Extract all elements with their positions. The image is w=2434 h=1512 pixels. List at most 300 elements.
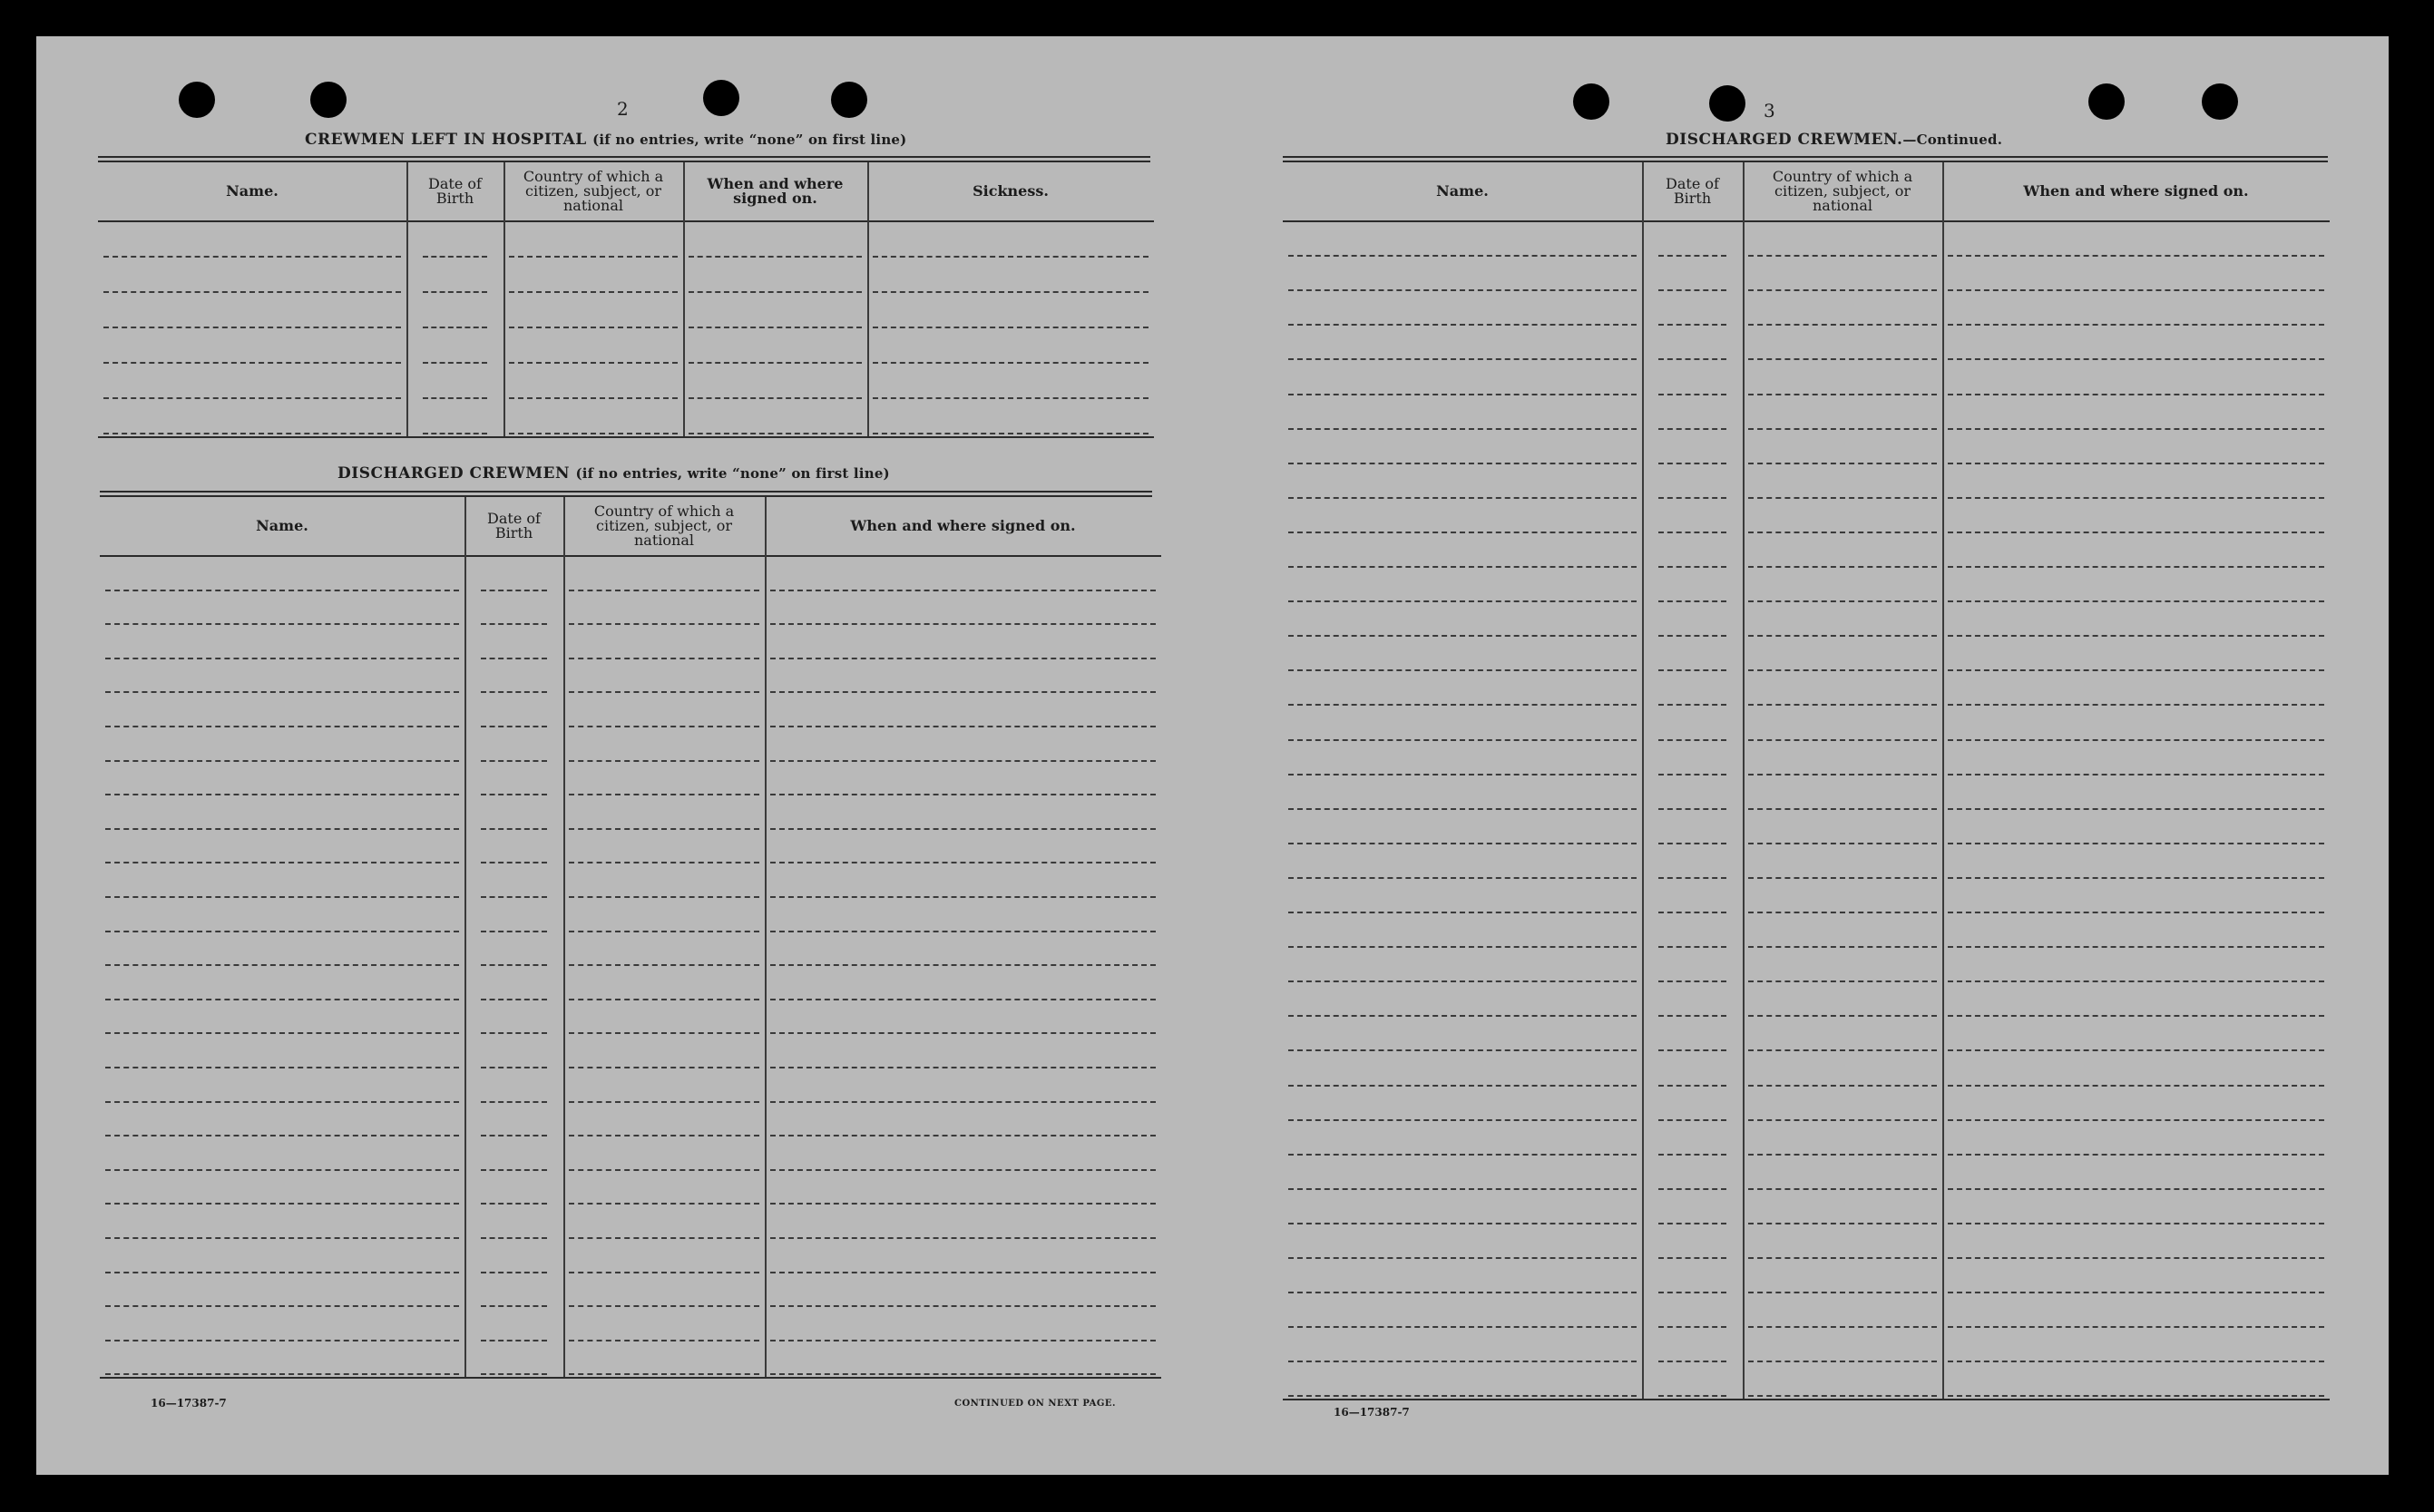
entry-line[interactable] bbox=[1748, 704, 1937, 706]
entry-line[interactable] bbox=[481, 1305, 547, 1307]
entry-line[interactable] bbox=[1948, 566, 2324, 568]
entry-line[interactable] bbox=[1748, 1015, 1937, 1017]
discharged-continued-title-text: DISCHARGED CREWMEN. bbox=[1666, 131, 1903, 149]
entry-line[interactable] bbox=[481, 896, 547, 898]
entry-line[interactable] bbox=[569, 862, 759, 863]
punch-hole bbox=[703, 80, 739, 116]
entry-line[interactable] bbox=[423, 327, 487, 328]
entry-line[interactable] bbox=[770, 1067, 1156, 1068]
entry-line[interactable] bbox=[569, 1203, 759, 1205]
entry-line[interactable] bbox=[569, 1032, 759, 1034]
entry-line[interactable] bbox=[1288, 774, 1637, 776]
entry-line[interactable] bbox=[1658, 1154, 1726, 1156]
entry-line[interactable] bbox=[1658, 774, 1726, 776]
entry-line[interactable] bbox=[1748, 428, 1937, 430]
entry-line[interactable] bbox=[481, 794, 547, 795]
entry-line[interactable] bbox=[770, 726, 1156, 727]
entry-line[interactable] bbox=[1948, 428, 2324, 430]
entry-line[interactable] bbox=[105, 726, 459, 727]
entry-line[interactable] bbox=[1748, 1395, 1937, 1397]
entry-line[interactable] bbox=[1748, 1223, 1937, 1224]
column-header-sickness: Sickness. bbox=[973, 182, 1049, 200]
entry-line[interactable] bbox=[1948, 324, 2324, 326]
entry-line[interactable] bbox=[1748, 1085, 1937, 1087]
entry-line[interactable] bbox=[770, 1203, 1156, 1205]
entry-line[interactable] bbox=[1948, 1154, 2324, 1156]
entry-line[interactable] bbox=[1748, 912, 1937, 913]
entry-line[interactable] bbox=[1748, 1292, 1937, 1293]
entry-line[interactable] bbox=[1658, 1119, 1726, 1121]
entry-line[interactable] bbox=[1288, 394, 1637, 395]
entry-line[interactable] bbox=[770, 896, 1156, 898]
entry-line[interactable] bbox=[1658, 1049, 1726, 1051]
entry-line[interactable] bbox=[1948, 1188, 2324, 1190]
entry-line[interactable] bbox=[1288, 1154, 1637, 1156]
entry-line[interactable] bbox=[1748, 324, 1937, 326]
entry-line[interactable] bbox=[1658, 463, 1726, 464]
entry-line[interactable] bbox=[1288, 1292, 1637, 1293]
entry-line[interactable] bbox=[1288, 566, 1637, 568]
entry-line[interactable] bbox=[1288, 1361, 1637, 1362]
entry-line[interactable] bbox=[1748, 566, 1937, 568]
entry-line[interactable] bbox=[1288, 600, 1637, 602]
entry-line[interactable] bbox=[1658, 1015, 1726, 1017]
entry-line[interactable] bbox=[105, 794, 459, 795]
entry-line[interactable] bbox=[1948, 877, 2324, 879]
entry-line[interactable] bbox=[569, 1373, 759, 1375]
entry-line[interactable] bbox=[1288, 912, 1637, 913]
entry-line[interactable] bbox=[1748, 255, 1937, 257]
entry-line[interactable] bbox=[770, 590, 1156, 591]
column-header-country: Country of which a citizen, subject, or national bbox=[1772, 168, 1913, 214]
entry-line[interactable] bbox=[1948, 289, 2324, 291]
entry-line[interactable] bbox=[1288, 635, 1637, 637]
entry-line[interactable] bbox=[1948, 600, 2324, 602]
entry-line[interactable] bbox=[569, 828, 759, 830]
entry-line[interactable] bbox=[103, 433, 401, 434]
entry-line[interactable] bbox=[105, 1032, 459, 1034]
column-divider bbox=[765, 497, 767, 1377]
entry-line[interactable] bbox=[509, 433, 678, 434]
entry-line[interactable] bbox=[1948, 1395, 2324, 1397]
entry-line[interactable] bbox=[105, 999, 459, 1000]
entry-line[interactable] bbox=[569, 999, 759, 1000]
entry-line[interactable] bbox=[770, 794, 1156, 795]
entry-line[interactable] bbox=[873, 327, 1149, 328]
entry-line[interactable] bbox=[105, 964, 459, 966]
entry-line[interactable] bbox=[1658, 877, 1726, 879]
entry-line[interactable] bbox=[509, 291, 678, 293]
entry-line[interactable] bbox=[103, 291, 401, 293]
entry-line[interactable] bbox=[105, 1305, 459, 1307]
column-divider bbox=[867, 162, 869, 436]
punch-hole bbox=[179, 82, 215, 118]
entry-line[interactable] bbox=[423, 291, 487, 293]
entry-line[interactable] bbox=[1288, 1015, 1637, 1017]
entry-line[interactable] bbox=[1748, 1188, 1937, 1190]
entry-line[interactable] bbox=[1658, 532, 1726, 533]
entry-line[interactable] bbox=[1748, 877, 1937, 879]
entry-line[interactable] bbox=[1748, 463, 1937, 464]
entry-line[interactable] bbox=[1658, 600, 1726, 602]
entry-line[interactable] bbox=[1748, 1049, 1937, 1051]
entry-line[interactable] bbox=[569, 1101, 759, 1103]
entry-line[interactable] bbox=[1748, 635, 1937, 637]
punch-hole bbox=[2088, 83, 2125, 120]
entry-line[interactable] bbox=[569, 931, 759, 932]
entry-line[interactable] bbox=[481, 964, 547, 966]
entry-line[interactable] bbox=[770, 1305, 1156, 1307]
entry-line[interactable] bbox=[1658, 566, 1726, 568]
entry-line[interactable] bbox=[1658, 358, 1726, 360]
entry-line[interactable] bbox=[105, 1169, 459, 1171]
entry-line[interactable] bbox=[770, 999, 1156, 1000]
entry-line[interactable] bbox=[481, 1237, 547, 1239]
entry-line[interactable] bbox=[1748, 808, 1937, 810]
entry-line[interactable] bbox=[770, 1169, 1156, 1171]
entry-line[interactable] bbox=[481, 828, 547, 830]
entry-line[interactable] bbox=[481, 1203, 547, 1205]
entry-line[interactable] bbox=[770, 1101, 1156, 1103]
entry-line[interactable] bbox=[1658, 255, 1726, 257]
entry-line[interactable] bbox=[105, 691, 459, 693]
entry-line[interactable] bbox=[1288, 463, 1637, 464]
entry-line[interactable] bbox=[1948, 1326, 2324, 1328]
entry-line[interactable] bbox=[105, 658, 459, 659]
entry-line[interactable] bbox=[481, 1067, 547, 1068]
entry-line[interactable] bbox=[481, 726, 547, 727]
entry-line[interactable] bbox=[569, 1272, 759, 1273]
entry-line[interactable] bbox=[770, 1340, 1156, 1341]
entry-line[interactable] bbox=[569, 760, 759, 762]
entry-line[interactable] bbox=[1948, 1257, 2324, 1259]
entry-line[interactable] bbox=[1288, 1049, 1637, 1051]
entry-line[interactable] bbox=[481, 623, 547, 625]
entry-line[interactable] bbox=[1288, 808, 1637, 810]
entry-line[interactable] bbox=[1748, 1119, 1937, 1121]
entry-line[interactable] bbox=[1658, 739, 1726, 741]
entry-line[interactable] bbox=[1948, 1292, 2324, 1293]
entry-line[interactable] bbox=[770, 828, 1156, 830]
page-number: 3 bbox=[1764, 100, 1775, 122]
hospital-section-title bbox=[305, 131, 906, 149]
entry-line[interactable] bbox=[569, 1237, 759, 1239]
hospital-section-title-text: CREWMEN LEFT IN HOSPITAL bbox=[305, 131, 587, 149]
entry-line[interactable] bbox=[1658, 635, 1726, 637]
entry-line[interactable] bbox=[569, 896, 759, 898]
entry-line[interactable] bbox=[481, 862, 547, 863]
entry-line[interactable] bbox=[1748, 774, 1937, 776]
column-divider bbox=[1642, 162, 1644, 1399]
entry-line[interactable] bbox=[481, 691, 547, 693]
entry-line[interactable] bbox=[1748, 532, 1937, 533]
entry-line[interactable] bbox=[103, 256, 401, 258]
entry-line[interactable] bbox=[1288, 1223, 1637, 1224]
column-divider bbox=[1942, 162, 1944, 1399]
entry-line[interactable] bbox=[481, 1340, 547, 1341]
entry-line[interactable] bbox=[569, 1067, 759, 1068]
entry-line[interactable] bbox=[569, 1169, 759, 1171]
entry-line[interactable] bbox=[770, 760, 1156, 762]
right-page bbox=[1216, 36, 2389, 1475]
entry-line[interactable] bbox=[873, 433, 1149, 434]
entry-line[interactable] bbox=[1748, 1361, 1937, 1362]
entry-line[interactable] bbox=[1288, 1119, 1637, 1121]
section-rule bbox=[100, 491, 1152, 493]
entry-line[interactable] bbox=[1288, 669, 1637, 671]
entry-line[interactable] bbox=[423, 397, 487, 399]
entry-line[interactable] bbox=[569, 1340, 759, 1341]
entry-line[interactable] bbox=[1948, 497, 2324, 499]
entry-line[interactable] bbox=[1288, 1257, 1637, 1259]
entry-line[interactable] bbox=[770, 1272, 1156, 1273]
entry-line[interactable] bbox=[1748, 497, 1937, 499]
entry-line[interactable] bbox=[1658, 808, 1726, 810]
punch-hole bbox=[1573, 83, 1609, 120]
entry-line[interactable] bbox=[569, 623, 759, 625]
entry-line[interactable] bbox=[105, 1373, 459, 1375]
entry-line[interactable] bbox=[689, 327, 862, 328]
entry-line[interactable] bbox=[103, 327, 401, 328]
entry-line[interactable] bbox=[1748, 980, 1937, 982]
entry-line[interactable] bbox=[105, 1135, 459, 1136]
entry-line[interactable] bbox=[1658, 1361, 1726, 1362]
entry-line[interactable] bbox=[569, 794, 759, 795]
entry-line[interactable] bbox=[569, 964, 759, 966]
entry-line[interactable] bbox=[481, 1373, 547, 1375]
entry-line[interactable] bbox=[770, 623, 1156, 625]
entry-line[interactable] bbox=[689, 256, 862, 258]
table-bottom-rule bbox=[1283, 1399, 2330, 1400]
entry-line[interactable] bbox=[1288, 1085, 1637, 1087]
column-divider bbox=[503, 162, 505, 436]
entry-line[interactable] bbox=[1658, 1395, 1726, 1397]
entry-line[interactable] bbox=[481, 1272, 547, 1273]
column-header-name: Name. bbox=[1436, 182, 1489, 200]
entry-line[interactable] bbox=[1288, 877, 1637, 879]
entry-line[interactable] bbox=[1658, 669, 1726, 671]
hospital-section-note: (if no entries, write “none” on first line) bbox=[592, 132, 907, 148]
entry-line[interactable] bbox=[569, 658, 759, 659]
entry-line[interactable] bbox=[1948, 1015, 2324, 1017]
entry-line[interactable] bbox=[569, 726, 759, 727]
entry-line[interactable] bbox=[1658, 1326, 1726, 1328]
scanned-document-sheet bbox=[36, 36, 2389, 1475]
entry-line[interactable] bbox=[1658, 1188, 1726, 1190]
entry-line[interactable] bbox=[1658, 1223, 1726, 1224]
entry-line[interactable] bbox=[1748, 843, 1937, 844]
page-number: 2 bbox=[617, 98, 629, 120]
entry-line[interactable] bbox=[1288, 358, 1637, 360]
entry-line[interactable] bbox=[1748, 358, 1937, 360]
column-header-country: Country of which a citizen, subject, or national bbox=[593, 502, 735, 549]
entry-line[interactable] bbox=[1948, 980, 2324, 982]
column-divider bbox=[464, 497, 466, 1377]
entry-line[interactable] bbox=[1288, 255, 1637, 257]
discharged-section-title-text: DISCHARGED CREWMEN bbox=[337, 464, 571, 483]
entry-line[interactable] bbox=[689, 397, 862, 399]
entry-line[interactable] bbox=[1288, 1188, 1637, 1190]
entry-line[interactable] bbox=[770, 931, 1156, 932]
entry-line[interactable] bbox=[569, 590, 759, 591]
column-divider bbox=[406, 162, 408, 436]
entry-line[interactable] bbox=[1288, 1395, 1637, 1397]
entry-line[interactable] bbox=[1658, 324, 1726, 326]
discharged-continued-note: —Continued. bbox=[1902, 132, 2003, 148]
entry-line[interactable] bbox=[1748, 739, 1937, 741]
entry-line[interactable] bbox=[1948, 635, 2324, 637]
entry-line[interactable] bbox=[1748, 1154, 1937, 1156]
entry-line[interactable] bbox=[103, 362, 401, 364]
entry-line[interactable] bbox=[1288, 843, 1637, 844]
entry-line[interactable] bbox=[1948, 912, 2324, 913]
entry-line[interactable] bbox=[1948, 1119, 2324, 1121]
entry-line[interactable] bbox=[689, 291, 862, 293]
entry-line[interactable] bbox=[509, 256, 678, 258]
column-header-name: Name. bbox=[226, 182, 279, 200]
entry-line[interactable] bbox=[689, 433, 862, 434]
entry-line[interactable] bbox=[1948, 704, 2324, 706]
entry-line[interactable] bbox=[105, 590, 459, 591]
entry-line[interactable] bbox=[481, 658, 547, 659]
entry-line[interactable] bbox=[873, 256, 1149, 258]
entry-line[interactable] bbox=[423, 433, 487, 434]
entry-line[interactable] bbox=[105, 1067, 459, 1068]
entry-line[interactable] bbox=[1748, 1257, 1937, 1259]
punch-hole bbox=[2202, 83, 2238, 120]
entry-line[interactable] bbox=[770, 862, 1156, 863]
entry-line[interactable] bbox=[481, 999, 547, 1000]
entry-line[interactable] bbox=[770, 1032, 1156, 1034]
entry-line[interactable] bbox=[873, 397, 1149, 399]
entry-line[interactable] bbox=[770, 691, 1156, 693]
entry-line[interactable] bbox=[481, 760, 547, 762]
entry-line[interactable] bbox=[770, 1237, 1156, 1239]
table-bottom-rule bbox=[100, 1377, 1161, 1379]
entry-line[interactable] bbox=[770, 1373, 1156, 1375]
entry-line[interactable] bbox=[509, 362, 678, 364]
entry-line[interactable] bbox=[1658, 428, 1726, 430]
entry-line[interactable] bbox=[105, 896, 459, 898]
entry-line[interactable] bbox=[1658, 912, 1726, 913]
entry-line[interactable] bbox=[1288, 289, 1637, 291]
entry-line[interactable] bbox=[1948, 255, 2324, 257]
entry-line[interactable] bbox=[1948, 394, 2324, 395]
entry-line[interactable] bbox=[873, 291, 1149, 293]
entry-line[interactable] bbox=[1658, 289, 1726, 291]
entry-line[interactable] bbox=[1658, 394, 1726, 395]
entry-line[interactable] bbox=[481, 1169, 547, 1171]
entry-line[interactable] bbox=[1288, 532, 1637, 533]
entry-line[interactable] bbox=[1748, 289, 1937, 291]
column-header-signed-on: When and where signed on. bbox=[850, 517, 1076, 534]
discharged-continued-section-title bbox=[1666, 131, 2002, 149]
entry-line[interactable] bbox=[481, 931, 547, 932]
entry-line[interactable] bbox=[105, 760, 459, 762]
entry-line[interactable] bbox=[105, 931, 459, 932]
entry-line[interactable] bbox=[1658, 946, 1726, 948]
entry-line[interactable] bbox=[1948, 774, 2324, 776]
column-header-signed-on: When and where signed on. bbox=[2023, 182, 2249, 200]
header-rule bbox=[100, 555, 1161, 557]
table-bottom-rule bbox=[98, 436, 1154, 438]
column-header-date-of-birth: Date of Birth bbox=[428, 175, 482, 207]
entry-line[interactable] bbox=[1948, 1361, 2324, 1362]
entry-line[interactable] bbox=[770, 964, 1156, 966]
header-rule bbox=[98, 220, 1154, 222]
entry-line[interactable] bbox=[569, 1305, 759, 1307]
entry-line[interactable] bbox=[423, 256, 487, 258]
entry-line[interactable] bbox=[1288, 704, 1637, 706]
entry-line[interactable] bbox=[481, 1101, 547, 1103]
entry-line[interactable] bbox=[1288, 324, 1637, 326]
entry-line[interactable] bbox=[1948, 1223, 2324, 1224]
entry-line[interactable] bbox=[1948, 1049, 2324, 1051]
entry-line[interactable] bbox=[1948, 463, 2324, 464]
entry-line[interactable] bbox=[509, 397, 678, 399]
entry-line[interactable] bbox=[1748, 946, 1937, 948]
entry-line[interactable] bbox=[1288, 1326, 1637, 1328]
entry-line[interactable] bbox=[105, 1340, 459, 1341]
entry-line[interactable] bbox=[689, 362, 862, 364]
entry-line[interactable] bbox=[770, 1135, 1156, 1136]
entry-line[interactable] bbox=[105, 1203, 459, 1205]
entry-line[interactable] bbox=[105, 1101, 459, 1103]
entry-line[interactable] bbox=[1288, 980, 1637, 982]
entry-line[interactable] bbox=[1748, 394, 1937, 395]
entry-line[interactable] bbox=[105, 1272, 459, 1273]
entry-line[interactable] bbox=[1288, 428, 1637, 430]
entry-line[interactable] bbox=[105, 623, 459, 625]
entry-line[interactable] bbox=[1658, 1085, 1726, 1087]
entry-line[interactable] bbox=[481, 1135, 547, 1136]
entry-line[interactable] bbox=[1658, 704, 1726, 706]
entry-line[interactable] bbox=[1948, 843, 2324, 844]
entry-line[interactable] bbox=[770, 658, 1156, 659]
entry-line[interactable] bbox=[1658, 843, 1726, 844]
entry-line[interactable] bbox=[1948, 358, 2324, 360]
entry-line[interactable] bbox=[1658, 1257, 1726, 1259]
entry-line[interactable] bbox=[481, 590, 547, 591]
entry-line[interactable] bbox=[1658, 980, 1726, 982]
entry-line[interactable] bbox=[569, 691, 759, 693]
entry-line[interactable] bbox=[873, 362, 1149, 364]
entry-line[interactable] bbox=[1948, 532, 2324, 533]
entry-line[interactable] bbox=[1658, 497, 1726, 499]
entry-line[interactable] bbox=[1748, 1326, 1937, 1328]
entry-line[interactable] bbox=[105, 1237, 459, 1239]
entry-line[interactable] bbox=[1288, 946, 1637, 948]
entry-line[interactable] bbox=[1288, 739, 1637, 741]
entry-line[interactable] bbox=[481, 1032, 547, 1034]
entry-line[interactable] bbox=[509, 327, 678, 328]
entry-line[interactable] bbox=[1748, 669, 1937, 671]
entry-line[interactable] bbox=[1948, 669, 2324, 671]
column-header-name: Name. bbox=[256, 517, 308, 534]
entry-line[interactable] bbox=[105, 862, 459, 863]
entry-line[interactable] bbox=[1658, 1292, 1726, 1293]
entry-line[interactable] bbox=[1288, 497, 1637, 499]
entry-line[interactable] bbox=[569, 1135, 759, 1136]
entry-line[interactable] bbox=[1948, 808, 2324, 810]
entry-line[interactable] bbox=[1948, 739, 2324, 741]
entry-line[interactable] bbox=[1948, 1085, 2324, 1087]
entry-line[interactable] bbox=[105, 828, 459, 830]
entry-line[interactable] bbox=[103, 397, 401, 399]
entry-line[interactable] bbox=[1948, 946, 2324, 948]
entry-line[interactable] bbox=[423, 362, 487, 364]
entry-line[interactable] bbox=[1748, 600, 1937, 602]
